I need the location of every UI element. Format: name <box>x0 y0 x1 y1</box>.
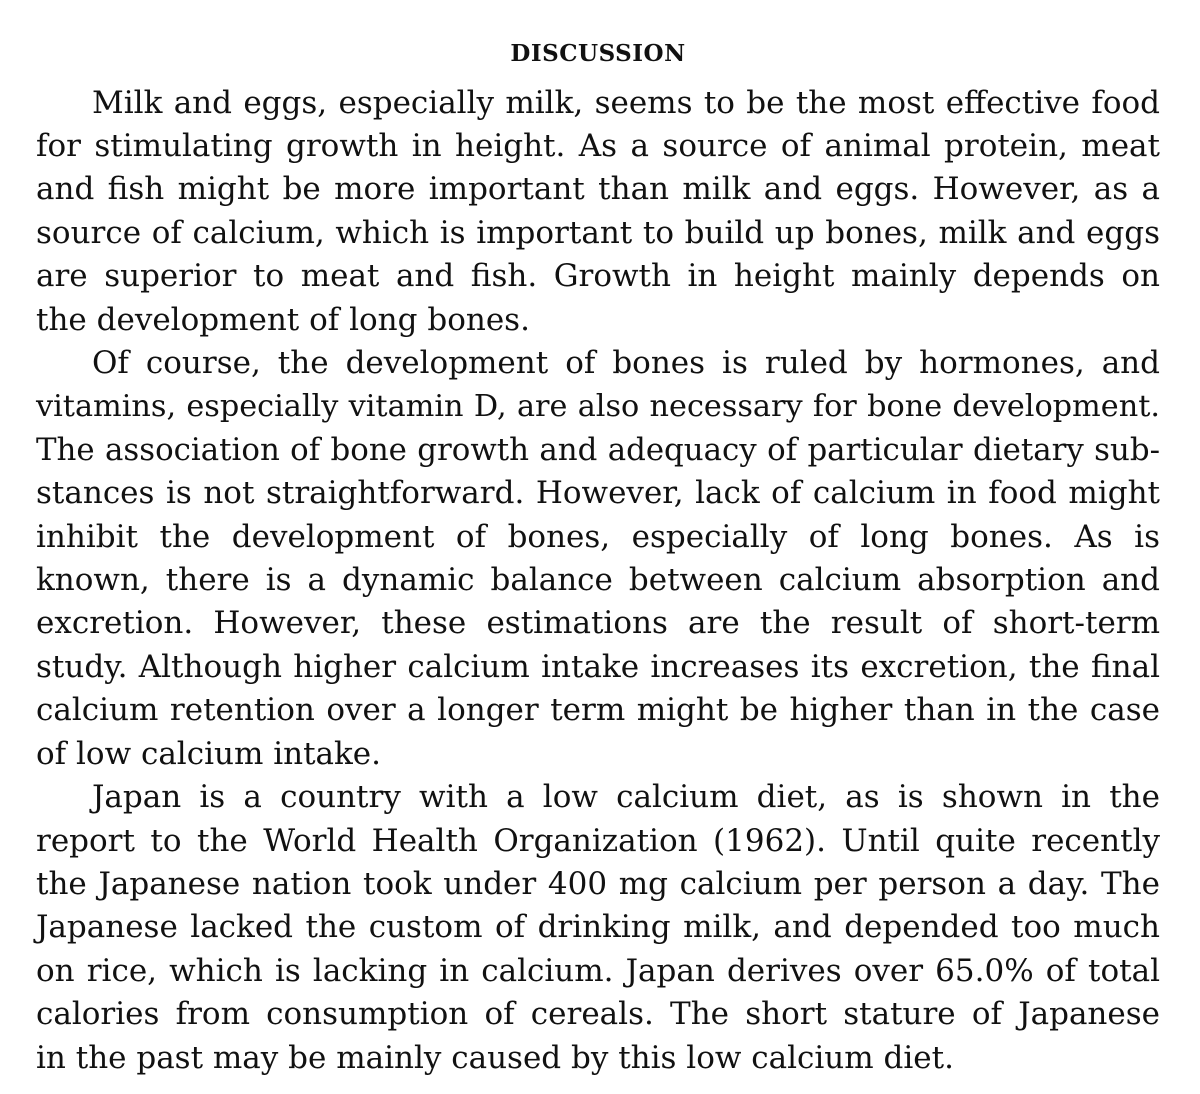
section-heading: DISCUSSION <box>510 40 686 67</box>
text-line: are superior to meat and fish. Growth in height mainly depends on <box>36 258 1160 295</box>
text-line: the Japanese nation took under 400 mg calcium per person a day. The <box>36 865 1160 902</box>
text-line: of low calcium intake. <box>36 735 382 772</box>
text-line: vitamins, especially vitamin D, are also necessary for bone development. <box>36 389 1160 425</box>
text-line: inhibit the development of bones, especially of long bones. As is <box>36 518 1160 555</box>
text-line: calories from consumption of cereals. The short stature of Japanese <box>36 996 1160 1033</box>
paragraph-bone-development <box>36 342 1160 776</box>
text-line: stances is not straightforward. However, lack of calcium in food might <box>36 475 1160 512</box>
text-line: report to the World Health Organization (1962). Until quite recently <box>36 822 1160 859</box>
text-line: in the past may be mainly caused by this low calcium diet. <box>36 1039 954 1076</box>
text-line: Japanese lacked the custom of drinking milk, and depended too much <box>36 909 1160 946</box>
paragraph-milk-and-eggs <box>36 82 1160 342</box>
text-line: study. Although higher calcium intake increases its excretion, the final <box>36 648 1160 685</box>
text-line: excretion. However, these estimations are the result of short-term <box>36 605 1160 642</box>
text-line: the development of long bones. <box>36 301 530 338</box>
text-line: Japan is a country with a low calcium diet, as is shown in the <box>92 779 1160 816</box>
text-line: source of calcium, which is important to build up bones, milk and eggs <box>36 214 1160 251</box>
text-line: known, there is a dynamic balance between calcium absorption and <box>36 562 1160 599</box>
document-page <box>36 40 1160 1080</box>
text-line: on rice, which is lacking in calcium. Japan derives over 65.0% of total <box>36 952 1160 989</box>
text-line: for stimulating growth in height. As a source of animal protein, meat <box>36 128 1160 164</box>
text-line: The association of bone growth and adequacy of particular dietary sub- <box>36 431 1160 468</box>
text-line: Milk and eggs, especially milk, seems to be the most effective food <box>92 84 1160 121</box>
text-line: Of course, the development of bones is ruled by hormones, and <box>92 345 1160 382</box>
text-line: calcium retention over a longer term might be higher than in the case <box>36 692 1160 729</box>
paragraph-japan-calcium-diet <box>36 776 1160 1080</box>
text-line: and fish might be more important than milk and eggs. However, as a <box>36 171 1160 208</box>
